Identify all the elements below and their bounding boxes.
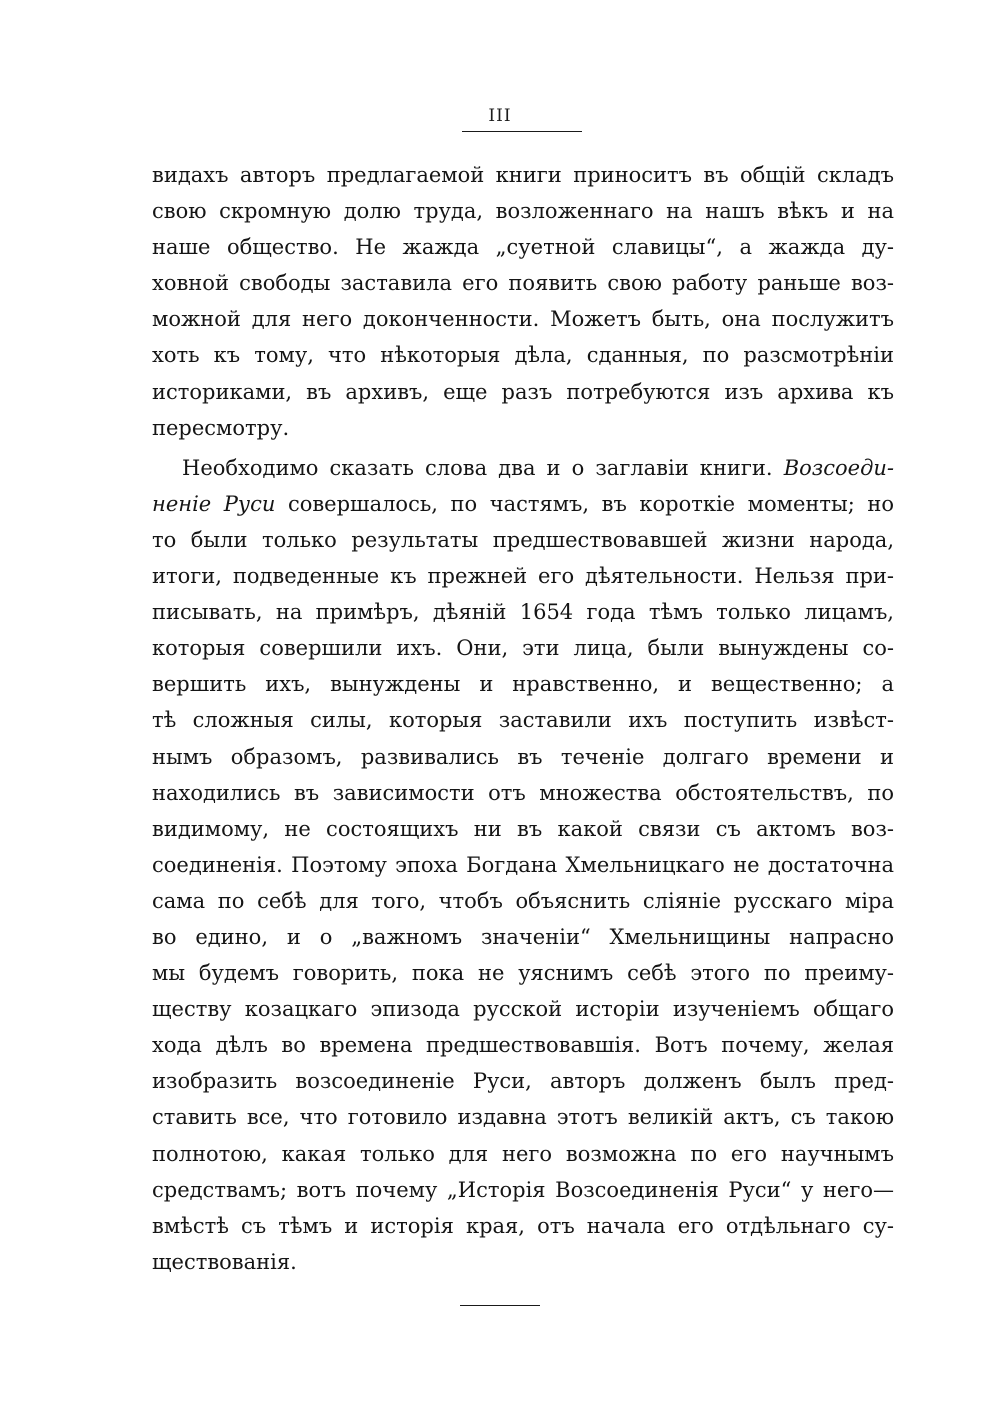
text-line: историками, въ архивъ, еще разъ потребуются изъ архива къ [152, 379, 894, 404]
italic-title-part: Возсоеди- [783, 455, 894, 480]
text-line: вмѣстѣ съ тѣмъ и исторія края, отъ начала его отдѣльнаго су- [152, 1213, 894, 1238]
italic-title-part: неніе Руси [152, 491, 276, 516]
paragraph-1 [152, 157, 894, 446]
text-line: вершить ихъ, вынуждены и нравственно, и вещественно; а [152, 672, 894, 697]
text-line: наше общество. Не жажда „суетной славицы“, а жажда ду- [152, 235, 894, 260]
text-line: хода дѣлъ во времена предшествовавшія. Вотъ почему, желая [152, 1033, 894, 1058]
text-line: которыя совершили ихъ. Они, эти лица, были вынуждены со- [152, 636, 894, 661]
text-line: находились въ зависимости отъ множества обстоятельствъ, по [152, 780, 894, 805]
text-line: писывать, на примѣръ, дѣяній 1654 года тѣмъ только лицамъ, [152, 600, 894, 625]
text-line: мы будемъ говорить, пока не уяснимъ себѣ этого по преиму- [152, 961, 894, 986]
text-line: полнотою, какая только для него возможна по его научнымъ [152, 1141, 894, 1166]
text-line: ществованія. [152, 1249, 297, 1274]
text-span: совершалось, по частямъ, въ короткіе моменты; но [287, 491, 894, 516]
text-line [152, 450, 894, 486]
text-line [152, 486, 894, 522]
text-line: пересмотру. [152, 415, 290, 440]
text-line: видахъ авторъ предлагаемой книги приноситъ въ общій складъ [152, 163, 894, 187]
text-line: нымъ образомъ, развивались въ теченіе долгаго времени и [152, 744, 894, 769]
text-line: ществу козацкаго эпизода русской исторіи изученіемъ общаго [152, 997, 894, 1022]
text-line: средствамъ; вотъ почему „Исторія Возсоединенія Руси“ у него— [152, 1177, 894, 1202]
text-line: во едино, и о „важномъ значеніи“ Хмельнищины напрасно [152, 924, 894, 949]
text-line: соединенія. Поэтому эпоха Богдана Хмельницкаго не достаточна [152, 852, 894, 877]
text-line: ховной свободы заставила его появить свою работу раньше воз- [152, 271, 894, 296]
text-line: можной для него доконченности. Можетъ быть, она послужитъ [152, 307, 894, 332]
page-number: III [488, 106, 512, 126]
text-line: изобразить возсоединеніе Руси, авторъ долженъ былъ пред- [152, 1069, 894, 1094]
text-line: видимому, не состоящихъ ни въ какой связи съ актомъ воз- [152, 816, 894, 841]
text-line: хоть къ тому, что нѣкоторыя дѣла, сданныя, по разсмотрѣніи [152, 343, 894, 368]
text-line: сама по себѣ для того, чтобъ объяснить сліяніе русскаго міра [152, 888, 894, 913]
header-rule [462, 131, 582, 132]
body-text [152, 157, 894, 1280]
footer-rule [460, 1305, 540, 1306]
paragraph-2 [152, 450, 894, 1280]
text-span: Необходимо сказать слова два и о заглавіи книги. [182, 455, 773, 480]
text-line: то были только результаты предшествовавшей жизни народа, [152, 527, 894, 552]
text-line: тѣ сложныя силы, которыя заставили ихъ поступить извѣст- [152, 708, 894, 733]
text-line: итоги, подведенные къ прежней его дѣятельности. Нельзя при- [152, 564, 894, 589]
text-line: ставить все, что готовило издавна этотъ великій актъ, съ такою [152, 1105, 894, 1130]
text-line: свою скромную долю труда, возложеннаго на нашъ вѣкъ и на [152, 199, 894, 224]
